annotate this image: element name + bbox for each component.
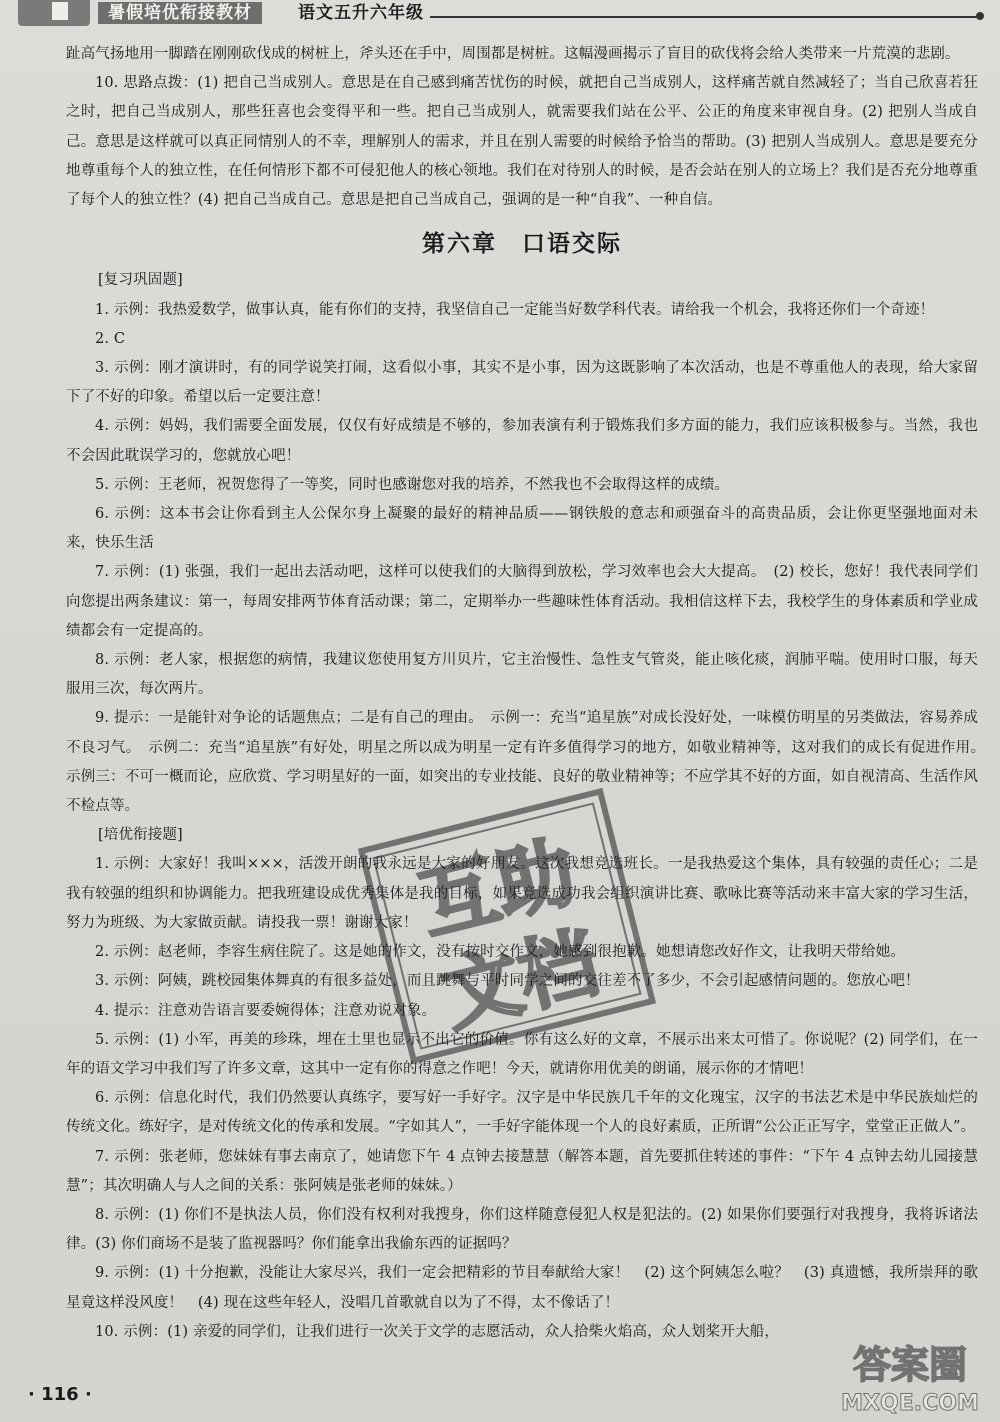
answer-item: 5. 示例：(1) 小军，再美的珍珠，埋在土里也显示不出它的价值。你有这么好的文章，不展示出来太可惜了。你说呢？(2) 同学们，在一年的语文学习中我们写了许多文章，这其中一定有你的得意之作吧！今天，就请你用优美的朗诵，展示你的才情吧！ — [66, 1031, 978, 1077]
answer-item: 1. 示例：大家好！我叫×××，活泼开朗的我永远是大家的好朋友。这次我想竞选班长。一是我热爱这个集体，具有较强的责任心；二是我有较强的组织和协调能力。把我班建设成优秀集体是我的目标，如果竞选成功我会组织演讲比赛、歌咏比赛等活动来丰富大家的学习生活，努力为班级、为大家做贡献。请投我一票！谢谢大家！ — [66, 856, 978, 931]
answer-body — [66, 40, 993, 1347]
watermark-logo-text: 答案圈 — [852, 1343, 968, 1387]
answer-item: 3. 示例：刚才演讲时，有的同学说笑打闹，这看似小事，其实不是小事，因为这既影响了本次活动，也是不尊重他人的表现，给大家留下了不好的印象。希望以后一定要注意！ — [66, 360, 978, 406]
answer-item: 2. 示例：赵老师，李容生病住院了。这是她的作文，没有按时交作文，她感到很抱歉。她想请您改好作文，让我明天带给她。 — [95, 944, 905, 961]
stamp-bottom-text: 文档 — [433, 917, 608, 1043]
answer-item: 7. 示例：(1) 张强，我们一起出去活动吧，这样可以使我们的大脑得到放松，学习效率也会大大提高。 (2) 校长，您好！我代表同学们向您提出两条建议：第一，每周安排两节体育活动课；第二，定期举办一些趣味性体育活动。我相信这样下去，我校学生的身体素质和学业成绩都会有一定提高的。 — [66, 564, 978, 639]
answer-item: 3. 示例：阿姨，跳校园集体舞真的有很多益处，而且跳舞与平时同学之间的交往差不了多少，不会引起感情问题的。您放心吧！ — [95, 973, 920, 990]
paragraph: 10. 思路点拨：(1) 把自己当成别人。意思是在自己感到痛苦忧伤的时候，就把自己当成别人，这样痛苦就自然减轻了；当自己欣喜若狂之时，把自己当成别人，那些狂喜也会变得平和一些。把自己当成别人，就需要我们站在公平、公正的角度来审视自身。(2) 把别人当成自己。意思是这样就可以真正同情别人的不幸，理解别人的需求，并且在别人需要的时候给予恰当的帮助。(3) 把别人当成别人。意思是要充分地尊重每个人的独立性，在任何情形下都不可侵犯他人的核心领地。我们在对待别人的时候，是否会站在别人的立场上？我们是否充分地尊重了每个人的独立性？(4) 把自己当成自己。意思是把自己当成自己，强调的是一种“自我”、一种自信。 — [66, 75, 978, 209]
section-label: [培优衔接题] — [98, 827, 183, 844]
header-badge — [18, 0, 90, 26]
answer-item: 8. 示例：老人家，根据您的病情，我建议您使用复方川贝片，它主治慢性、急性支气管炎，能止咳化痰，润肺平喘。使用时口服，每天服用三次，每次两片。 — [66, 652, 978, 698]
series-title: 暑假培优衔接教材 — [98, 2, 262, 24]
answer-item: 9. 示例：(1) 十分抱歉，没能让大家尽兴，我们一定会把精彩的节目奉献给大家！ (2) 这个阿姨怎么啦？ (3) 真遗憾，我所崇拜的歌星竟这样没风度！ (4) 现在这些年轻人，没唱几首歌就自以为了不得，太不像话了！ — [66, 1265, 978, 1311]
header-rule — [430, 16, 982, 18]
page-header — [0, 0, 1000, 36]
answer-item: 6. 示例：信息化时代，我们仍然要认真练字，要写好一手好字。汉字是中华民族几千年的文化瑰宝，汉字的书法艺术是中华民族灿烂的传统文化。练好字，是对传统文化的传承和发展。“字如其人”，一手好字能体现一个人的良好素质，正所谓“公公正正写字，堂堂正正做人”。 — [66, 1090, 978, 1136]
answer-item: 10. 示例：(1) 亲爱的同学们，让我们进行一次关于文学的志愿活动，众人拾柴火焰高，众人划桨开大船， — [95, 1323, 779, 1340]
chapter-title: 第六章 口语交际 — [422, 230, 622, 258]
answer-item: 2. C — [95, 330, 126, 347]
corner-watermark — [826, 1334, 994, 1418]
answer-item: 4. 示例：妈妈，我们需要全面发展，仅仅有好成绩是不够的，参加表演有利于锻炼我们多方面的能力，我们应该积极参与。当然，我也不会因此耽误学习的，您就放心吧！ — [66, 418, 978, 464]
answer-item: 7. 示例：张老师，您妹妹有事去南京了，她请您下午 4 点钟去接慧慧（解答本题，首先要抓住转述的事件：“下午 4 点钟去幼儿园接慧慧”；其次明确人与人之间的关系：张阿姨是张老师的妹妹。） — [66, 1148, 978, 1194]
section-label: [复习巩固题] — [98, 272, 183, 289]
header-dot — [976, 12, 984, 20]
answer-item: 9. 提示：一是能针对争论的话题焦点；二是有自己的理由。 示例一：充当“追星族”对成长没好处，一味模仿明星的另类做法，容易养成不良习气。 示例二：充当“追星族”有好处，明星之所以成为明星一定有许多值得学习的地方，如敬业精神等，这对我们的成长有促进作用。 示例三：不可一概而论，应欣赏、学习明星好的一面，如突出的专业技能、良好的敬业精神等；不应学其不好的方面，如自视清高、生活作风不检点等。 — [66, 710, 993, 815]
answer-item: 6. 示例：这本书会让你看到主人公保尔身上凝聚的最好的精神品质——钢铁般的意志和顽强奋斗的高贵品质，会让你更坚强地面对未来，快乐生活 — [66, 506, 978, 552]
answer-item: 5. 示例：王老师，祝贺您得了一等奖，同时也感谢您对我的培养，不然我也不会取得这样的成绩。 — [95, 476, 730, 493]
header-badge-mark — [52, 2, 68, 20]
answer-item: 8. 示例：(1) 你们不是执法人员，你们没有权利对我搜身，你们这样随意侵犯人权是犯法的。(2) 如果你们要强行对我搜身，我将诉诸法律。(3) 你们商场不是装了监视器吗？你们能拿出我偷东西的证据吗？ — [66, 1206, 978, 1253]
paragraph: 趾高气扬地用一脚踏在刚刚砍伐成的树桩上，斧头还在手中，周围都是树桩。这幅漫画揭示了盲目的砍伐将会给人类带来一片荒漠的悲剧。 — [66, 46, 960, 62]
answer-item: 4. 提示：注意劝告语言要委婉得体；注意劝说对象。 — [95, 1002, 437, 1019]
page-number: · 116 · — [28, 1384, 92, 1405]
answer-item: 1. 示例：我热爱数学，做事认真，能有你们的支持，我坚信自己一定能当好数学科代表。请给我一个机会，我将还你们一个奇迹！ — [95, 301, 935, 318]
watermark-url: MXQE.COM — [841, 1391, 979, 1416]
subject-title: 语文五升六年级 — [298, 3, 424, 23]
stamp-top-text: 互助 — [411, 826, 585, 952]
